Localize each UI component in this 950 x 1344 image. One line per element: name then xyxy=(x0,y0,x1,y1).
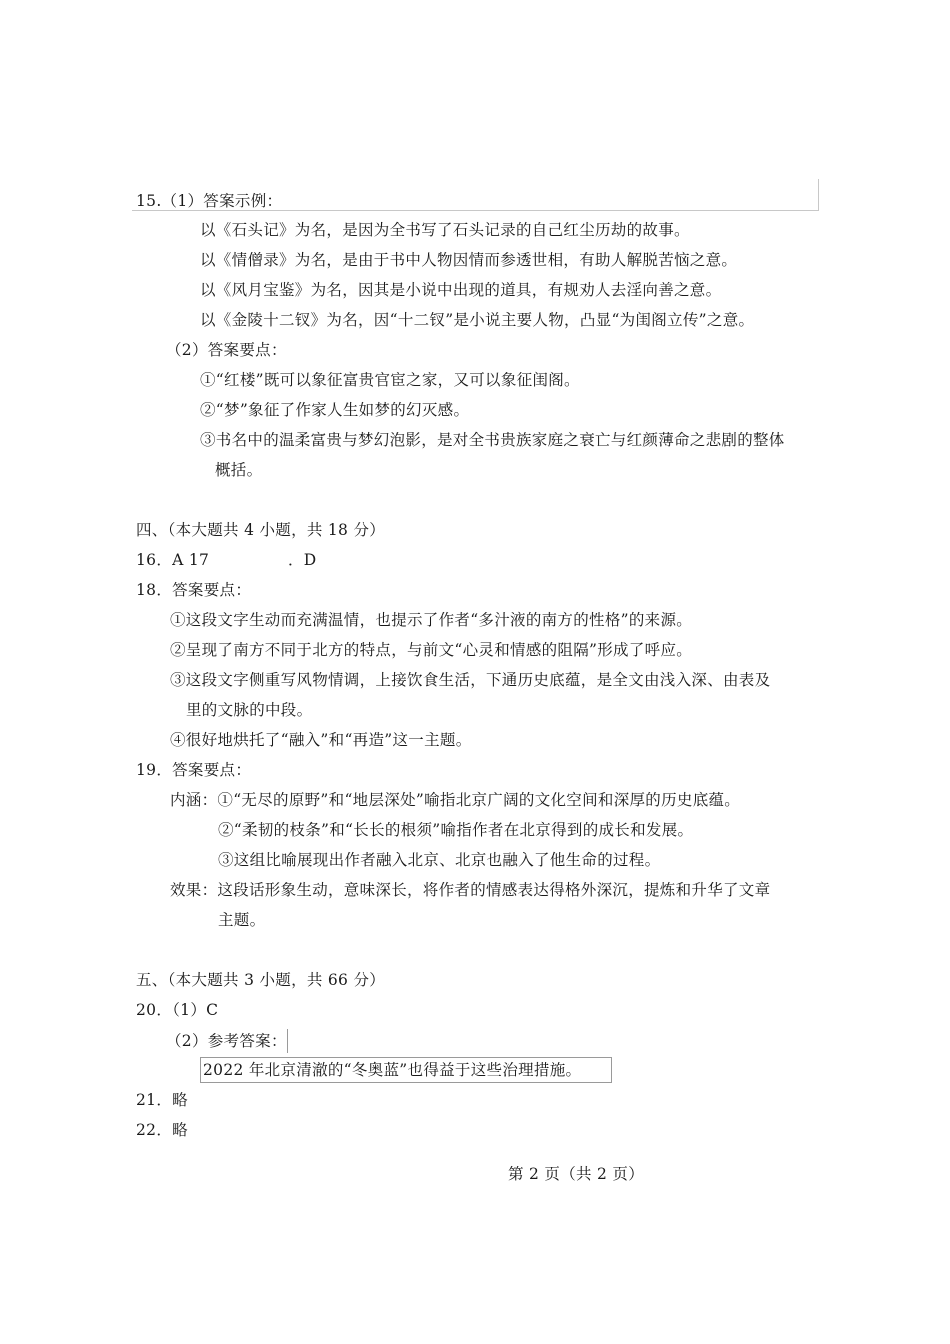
q18-point-2: ②呈现了南方不同于北方的特点，与前文“心灵和情感的阻隔”形成了呼应。 xyxy=(170,641,693,659)
q15-example-4: 以《金陵十二钗》为名，因“十二钗”是小说主要人物，凸显“为闺阁立传”之意。 xyxy=(200,311,755,329)
q19-meaning-1: 内涵：①“无尽的原野”和“地层深处”喻指北京广阔的文化空间和深厚的历史底蕴。 xyxy=(170,791,741,809)
q15-point-2: ②“梦”象征了作家人生如梦的幻灭感。 xyxy=(200,401,470,419)
q15-point-1: ①“红楼”既可以象征富贵官宦之家，又可以象征闺阁。 xyxy=(200,371,580,389)
q16-17-answer-b: ．D xyxy=(288,551,317,569)
q15-heading: 15.（1）答案示例： xyxy=(136,192,283,210)
q19-meaning-2: ②“柔韧的枝条”和“长长的根须”喻指作者在北京得到的成长和发展。 xyxy=(218,821,694,839)
q19-effect-cont: 主题。 xyxy=(218,911,266,929)
q16-17-answer-a: 16．A 17 xyxy=(136,551,210,569)
q20-part2-heading: （2）参考答案： xyxy=(166,1032,287,1050)
q18-point-3-cont: 里的文脉的中段。 xyxy=(186,701,313,719)
q15-example-3: 以《风月宝鉴》为名，因其是小说中出现的道具，有规劝人去淫向善之意。 xyxy=(200,281,722,299)
q18-point-1: ①这段文字生动而充满温情，也提示了作者“多汁液的南方的性格”的来源。 xyxy=(170,611,693,629)
q19-heading: 19．答案要点： xyxy=(136,761,252,779)
q15-point-3-cont: 概括。 xyxy=(215,461,263,479)
q19-meaning-3: ③这组比喻展现出作者融入北京、北京也融入了他生命的过程。 xyxy=(218,851,661,869)
q22-answer: 22．略 xyxy=(136,1121,188,1139)
q15-example-2: 以《情僧录》为名，是由于书中人物因情而参透世相，有助人解脱苦恼之意。 xyxy=(200,251,738,269)
q20-answer: 2022 年北京清澈的“冬奥蓝”也得益于这些治理措施。 xyxy=(203,1061,582,1079)
q15-example-1: 以《石头记》为名，是因为全书写了石头记录的自己红尘历劫的故事。 xyxy=(200,221,690,239)
q15-part2-heading: （2）答案要点： xyxy=(166,341,287,359)
q20-part1: 20．（1）C xyxy=(136,1001,219,1019)
q15-point-3: ③书名中的温柔富贵与梦幻泡影，是对全书贵族家庭之衰亡与红颜薄命之悲剧的整体 xyxy=(200,431,785,449)
q21-answer: 21．略 xyxy=(136,1091,188,1109)
page-footer: 第 2 页（共 2 页） xyxy=(508,1165,645,1183)
section4-heading: 四、（本大题共 4 小题，共 18 分） xyxy=(136,521,386,539)
q18-point-4: ④很好地烘托了“融入”和“再造”这一主题。 xyxy=(170,731,472,749)
q19-effect: 效果：这段话形象生动，意味深长，将作者的情感表达得格外深沉，提炼和升华了文章 xyxy=(170,881,771,899)
section5-heading: 五、（本大题共 3 小题，共 66 分） xyxy=(136,971,386,989)
q18-heading: 18．答案要点： xyxy=(136,581,252,599)
q18-point-3: ③这段文字侧重写风物情调，上接饮食生活，下通历史底蕴，是全文由浅入深、由表及 xyxy=(170,671,771,689)
